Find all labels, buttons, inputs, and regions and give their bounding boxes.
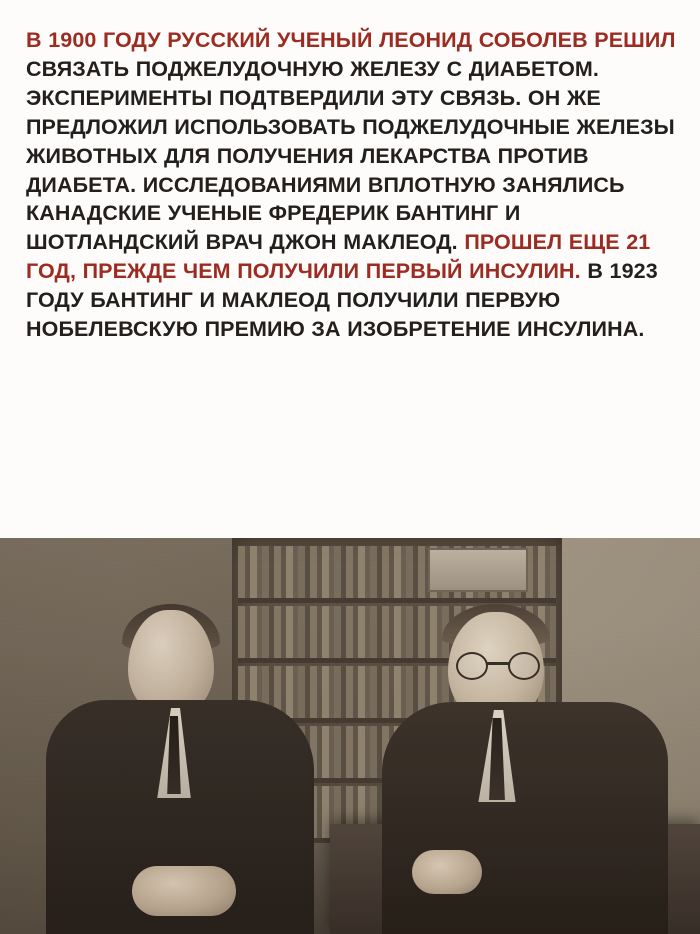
seated-man-left: [36, 604, 336, 934]
photo-background: [0, 538, 700, 934]
story-body-1: СВЯЗАТЬ ПОДЖЕЛУДОЧНУЮ ЖЕЛЕЗУ С ДИАБЕТОМ. ЭКСПЕРИМЕНТЫ ПОДТВЕРДИЛИ ЭТУ СВЯЗЬ. ОН ЖЕ ПРЕДЛОЖИЛ ИСПОЛЬЗОВАТЬ ПОДЖЕЛУДОЧНЫЕ ЖЕЛЕЗЫ ЖИВОТНЫХ ДЛЯ ПОЛУЧЕНИЯ ЛЕКАРСТВА ПРОТИВ ДИАБЕТА. ИССЛЕДОВАНИЯМИ ВПЛОТНУЮ ЗАНЯЛИСЬ КАНАДСКИЕ УЧЕНЫЕ ФРЕДЕРИК БАНТИНГ И ШОТЛАНДСКИЙ ВРАЧ ДЖОН МАКЛЕОД.: [26, 56, 675, 255]
story-highlight-1: В 1900 ГОДУ РУССКИЙ УЧЕНЫЙ ЛЕОНИД СОБОЛЕВ РЕШИЛ: [26, 28, 676, 52]
historical-photograph: [0, 538, 700, 934]
lens-right: [508, 652, 540, 680]
story-highlight-2: ПРОШЕЛ ЕЩЕ 21 ГОД, ПРЕЖДЕ ЧЕМ ПОЛУЧИЛИ ПЕРВЫЙ ИНСУЛИН.: [26, 230, 651, 284]
story-body-2: В 1923 ГОДУ БАНТИНГ И МАКЛЕОД ПОЛУЧИЛИ ПЕРВУЮ НОБЕЛЕВСКУЮ ПРЕМИЮ ЗА ИЗОБРЕТЕНИЕ ИНСУЛИНА.: [26, 259, 658, 342]
story-paragraph: [26, 26, 678, 344]
shelf-box: [428, 548, 528, 592]
hands-left: [132, 866, 236, 916]
glasses-bridge: [486, 662, 510, 665]
seated-man-right: [382, 598, 682, 934]
suit-right: [382, 702, 668, 934]
lens-left: [456, 652, 488, 680]
eyeglasses-icon: [456, 652, 540, 676]
hand-right: [412, 850, 482, 894]
